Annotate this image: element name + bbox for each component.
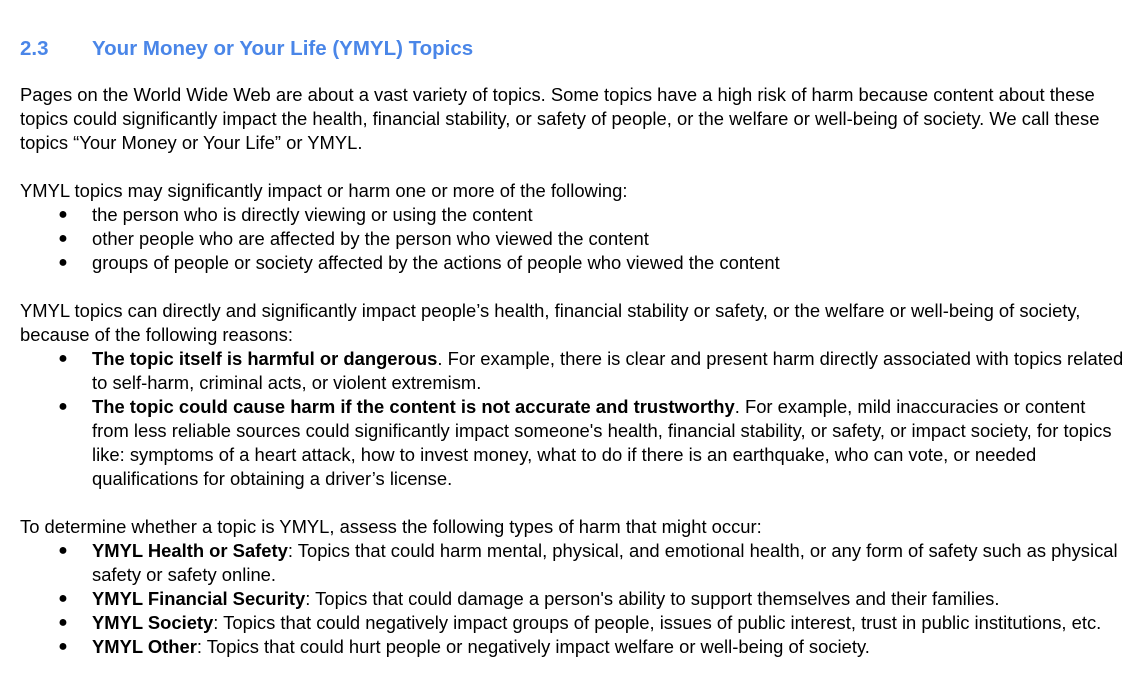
list-item-bold: YMYL Financial Security <box>92 588 306 609</box>
impact-list <box>20 203 1124 275</box>
list-item-bold: The topic itself is harmful or dangerous <box>92 348 438 369</box>
list-item-bold: The topic could cause harm if the content is not accurate and trustworthy <box>92 396 735 417</box>
list-item <box>20 347 1124 395</box>
list-item-bold: YMYL Other <box>92 636 197 657</box>
list-item <box>20 587 1124 611</box>
list-item <box>20 635 1124 659</box>
list-item <box>20 227 1124 251</box>
list-item-text: groups of people or society affected by the actions of people who viewed the content <box>92 252 780 273</box>
list-item <box>20 395 1124 491</box>
list-item <box>20 539 1124 587</box>
list-item-text: the person who is directly viewing or using the content <box>92 204 533 225</box>
bullet-icon: ● <box>58 254 68 271</box>
list-item-text: : Topics that could negatively impact groups of people, issues of public interest, trust in public institutions, etc. <box>213 612 1102 633</box>
impact-lead: YMYL topics may significantly impact or harm one or more of the following: <box>20 180 628 201</box>
list-item <box>20 203 1124 227</box>
intro-paragraph: Pages on the World Wide Web are about a vast variety of topics. Some topics have a high risk of harm because content about these topics could significantly impact the health, financial stability, or safety of people, or the welfare or well-being of society. We call these topics “Your Money or Your Life” or YMYL. <box>20 84 1100 153</box>
list-item-bold: YMYL Society <box>92 612 214 633</box>
bullet-icon: ● <box>58 230 68 247</box>
bullet-icon: ● <box>58 590 68 607</box>
bullet-icon: ● <box>58 206 68 223</box>
list-item-bold: YMYL Health or Safety <box>92 540 288 561</box>
bullet-icon: ● <box>58 350 68 367</box>
bullet-icon: ● <box>58 542 68 559</box>
list-item <box>20 611 1124 635</box>
reasons-lead: YMYL topics can directly and significantly impact people’s health, financial stability or safety, or the welfare or well-being of society, because of the following reasons: <box>20 300 1081 345</box>
list-item-text: . For example, there is clear and present harm directly associated with topics related to self-harm, criminal acts, or violent extremism. <box>92 348 1124 393</box>
list-item-text: . For example, mild inaccuracies or content from less reliable sources could significantly impact someone's health, financial stability, or safety, or impact society, for topics like: symptoms of a heart attack, how to invest money, what to do if there is an earthquake, who can vote, or needed qualifications for obtaining a driver’s license. <box>92 396 1112 489</box>
harms-lead: To determine whether a topic is YMYL, assess the following types of harm that might occur: <box>20 516 762 537</box>
reasons-list <box>20 347 1124 491</box>
harms-list <box>20 539 1124 659</box>
section-heading <box>20 37 1124 61</box>
list-item-text: : Topics that could hurt people or negatively impact welfare or well-being of society. <box>196 636 870 657</box>
list-item <box>20 251 1124 275</box>
bullet-icon: ● <box>58 614 68 631</box>
bullet-icon: ● <box>58 398 68 415</box>
bullet-icon: ● <box>58 638 68 655</box>
section-title: Your Money or Your Life (YMYL) Topics <box>92 37 474 60</box>
list-item-text: other people who are affected by the person who viewed the content <box>92 228 649 249</box>
section-number: 2.3 <box>20 37 49 60</box>
list-item-text: : Topics that could damage a person's ability to support themselves and their families. <box>305 588 1000 609</box>
list-item-text: : Topics that could harm mental, physical, and emotional health, or any form of safety such as physical safety or safety online. <box>92 540 1118 585</box>
